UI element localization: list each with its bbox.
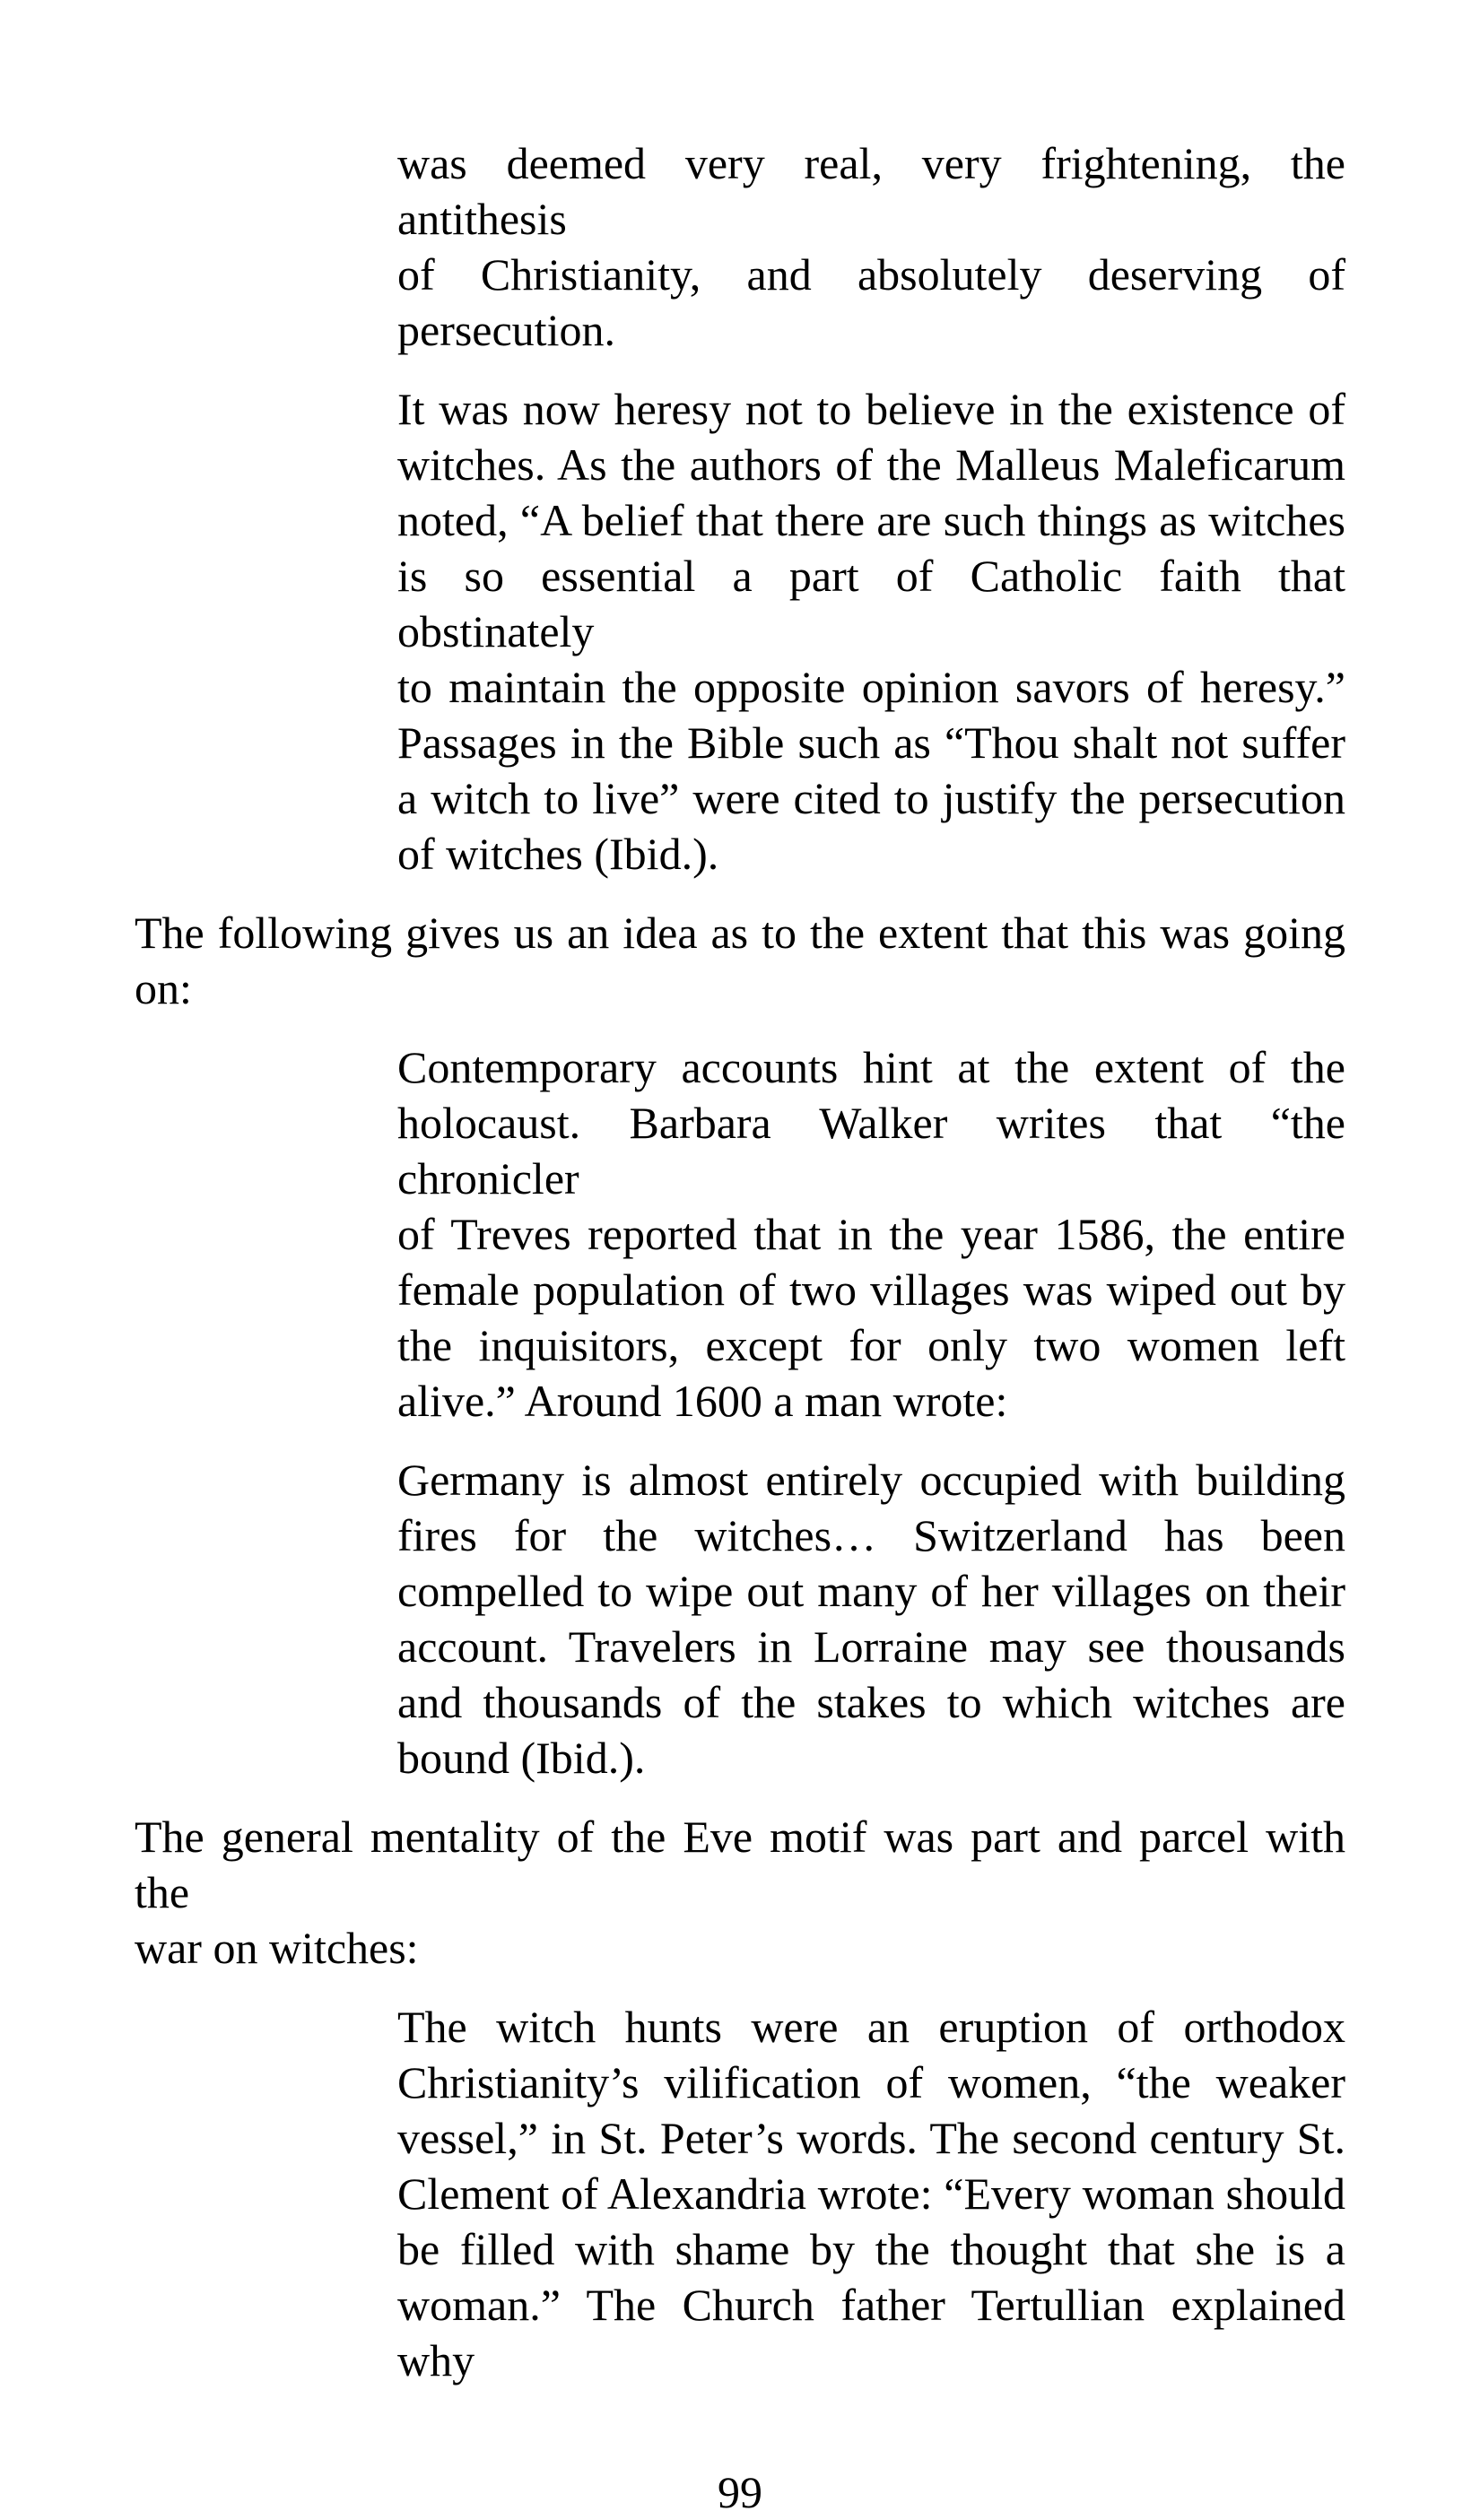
text-line: Clement of Alexandria wrote: “Every woman should <box>397 2168 1345 2219</box>
text-line: of witches (Ibid.). <box>397 829 719 879</box>
text-line: vessel,” in St. Peter’s words. The second century St. <box>397 2113 1345 2163</box>
text-line: The general mentality of the Eve motif was part and parcel with the <box>135 1812 1345 1917</box>
text-line: and thousands of the stakes to which witches are <box>397 1677 1345 1727</box>
text-line: on: <box>135 963 192 1013</box>
text-line: woman.” The Church father Tertullian explained why <box>397 2280 1345 2385</box>
text-line: noted, “A belief that there are such things as witches <box>397 495 1345 545</box>
body-paragraph <box>135 1809 1345 1976</box>
text-line: It was now heresy not to believe in the existence of <box>397 384 1345 434</box>
text-line: Christianity’s vilification of women, “the weaker <box>397 2057 1345 2107</box>
text-line: a witch to live” were cited to justify the persecution <box>397 773 1345 823</box>
text-line: be filled with shame by the thought that she is a <box>397 2224 1345 2274</box>
text-line: bound (Ibid.). <box>397 1733 646 1783</box>
text-line: is so essential a part of Catholic faith that obstinately <box>397 551 1345 656</box>
text-line: witches. As the authors of the Malleus Maleficarum <box>397 439 1345 490</box>
text-line: of Christianity, and absolutely deserving of <box>397 249 1345 300</box>
text-line: was deemed very real, very frightening, the antithesis <box>397 138 1345 244</box>
text-line: The following gives us an idea as to the extent that this was going <box>135 908 1345 958</box>
text-line: Passages in the Bible such as “Thou shalt not suffer <box>397 717 1345 768</box>
text-line: female population of two villages was wiped out by <box>397 1264 1345 1315</box>
quote-paragraph <box>397 135 1345 358</box>
text-line: war on witches: <box>135 1923 419 1973</box>
text-line: account. Travelers in Lorraine may see thousands <box>397 1621 1345 1672</box>
text-line: Germany is almost entirely occupied with building <box>397 1455 1345 1505</box>
text-line: the inquisitors, except for only two women left <box>397 1320 1345 1370</box>
text-line: alive.” Around 1600 a man wrote: <box>397 1376 1008 1426</box>
text-line: of Treves reported that in the year 1586, the entire <box>397 1209 1345 1259</box>
quote-paragraph <box>397 1039 1345 1429</box>
text-line: compelled to wipe out many of her villages on their <box>397 1566 1345 1616</box>
quote-paragraph <box>397 1452 1345 1786</box>
text-line: to maintain the opposite opinion savors of heresy.” <box>397 662 1345 712</box>
body-paragraph <box>135 905 1345 1016</box>
quote-paragraph <box>397 381 1345 882</box>
quote-paragraph <box>397 1999 1345 2388</box>
page-body <box>135 135 1345 2388</box>
text-line: Contemporary accounts hint at the extent of the <box>397 1042 1345 1092</box>
text-line: holocaust. Barbara Walker writes that “the chronicler <box>397 1098 1345 1204</box>
text-line: fires for the witches… Switzerland has been <box>397 1510 1345 1560</box>
text-line: persecution. <box>397 305 615 355</box>
page-number: 99 <box>718 2467 762 2517</box>
text-line: The witch hunts were an eruption of orthodox <box>397 2002 1345 2052</box>
